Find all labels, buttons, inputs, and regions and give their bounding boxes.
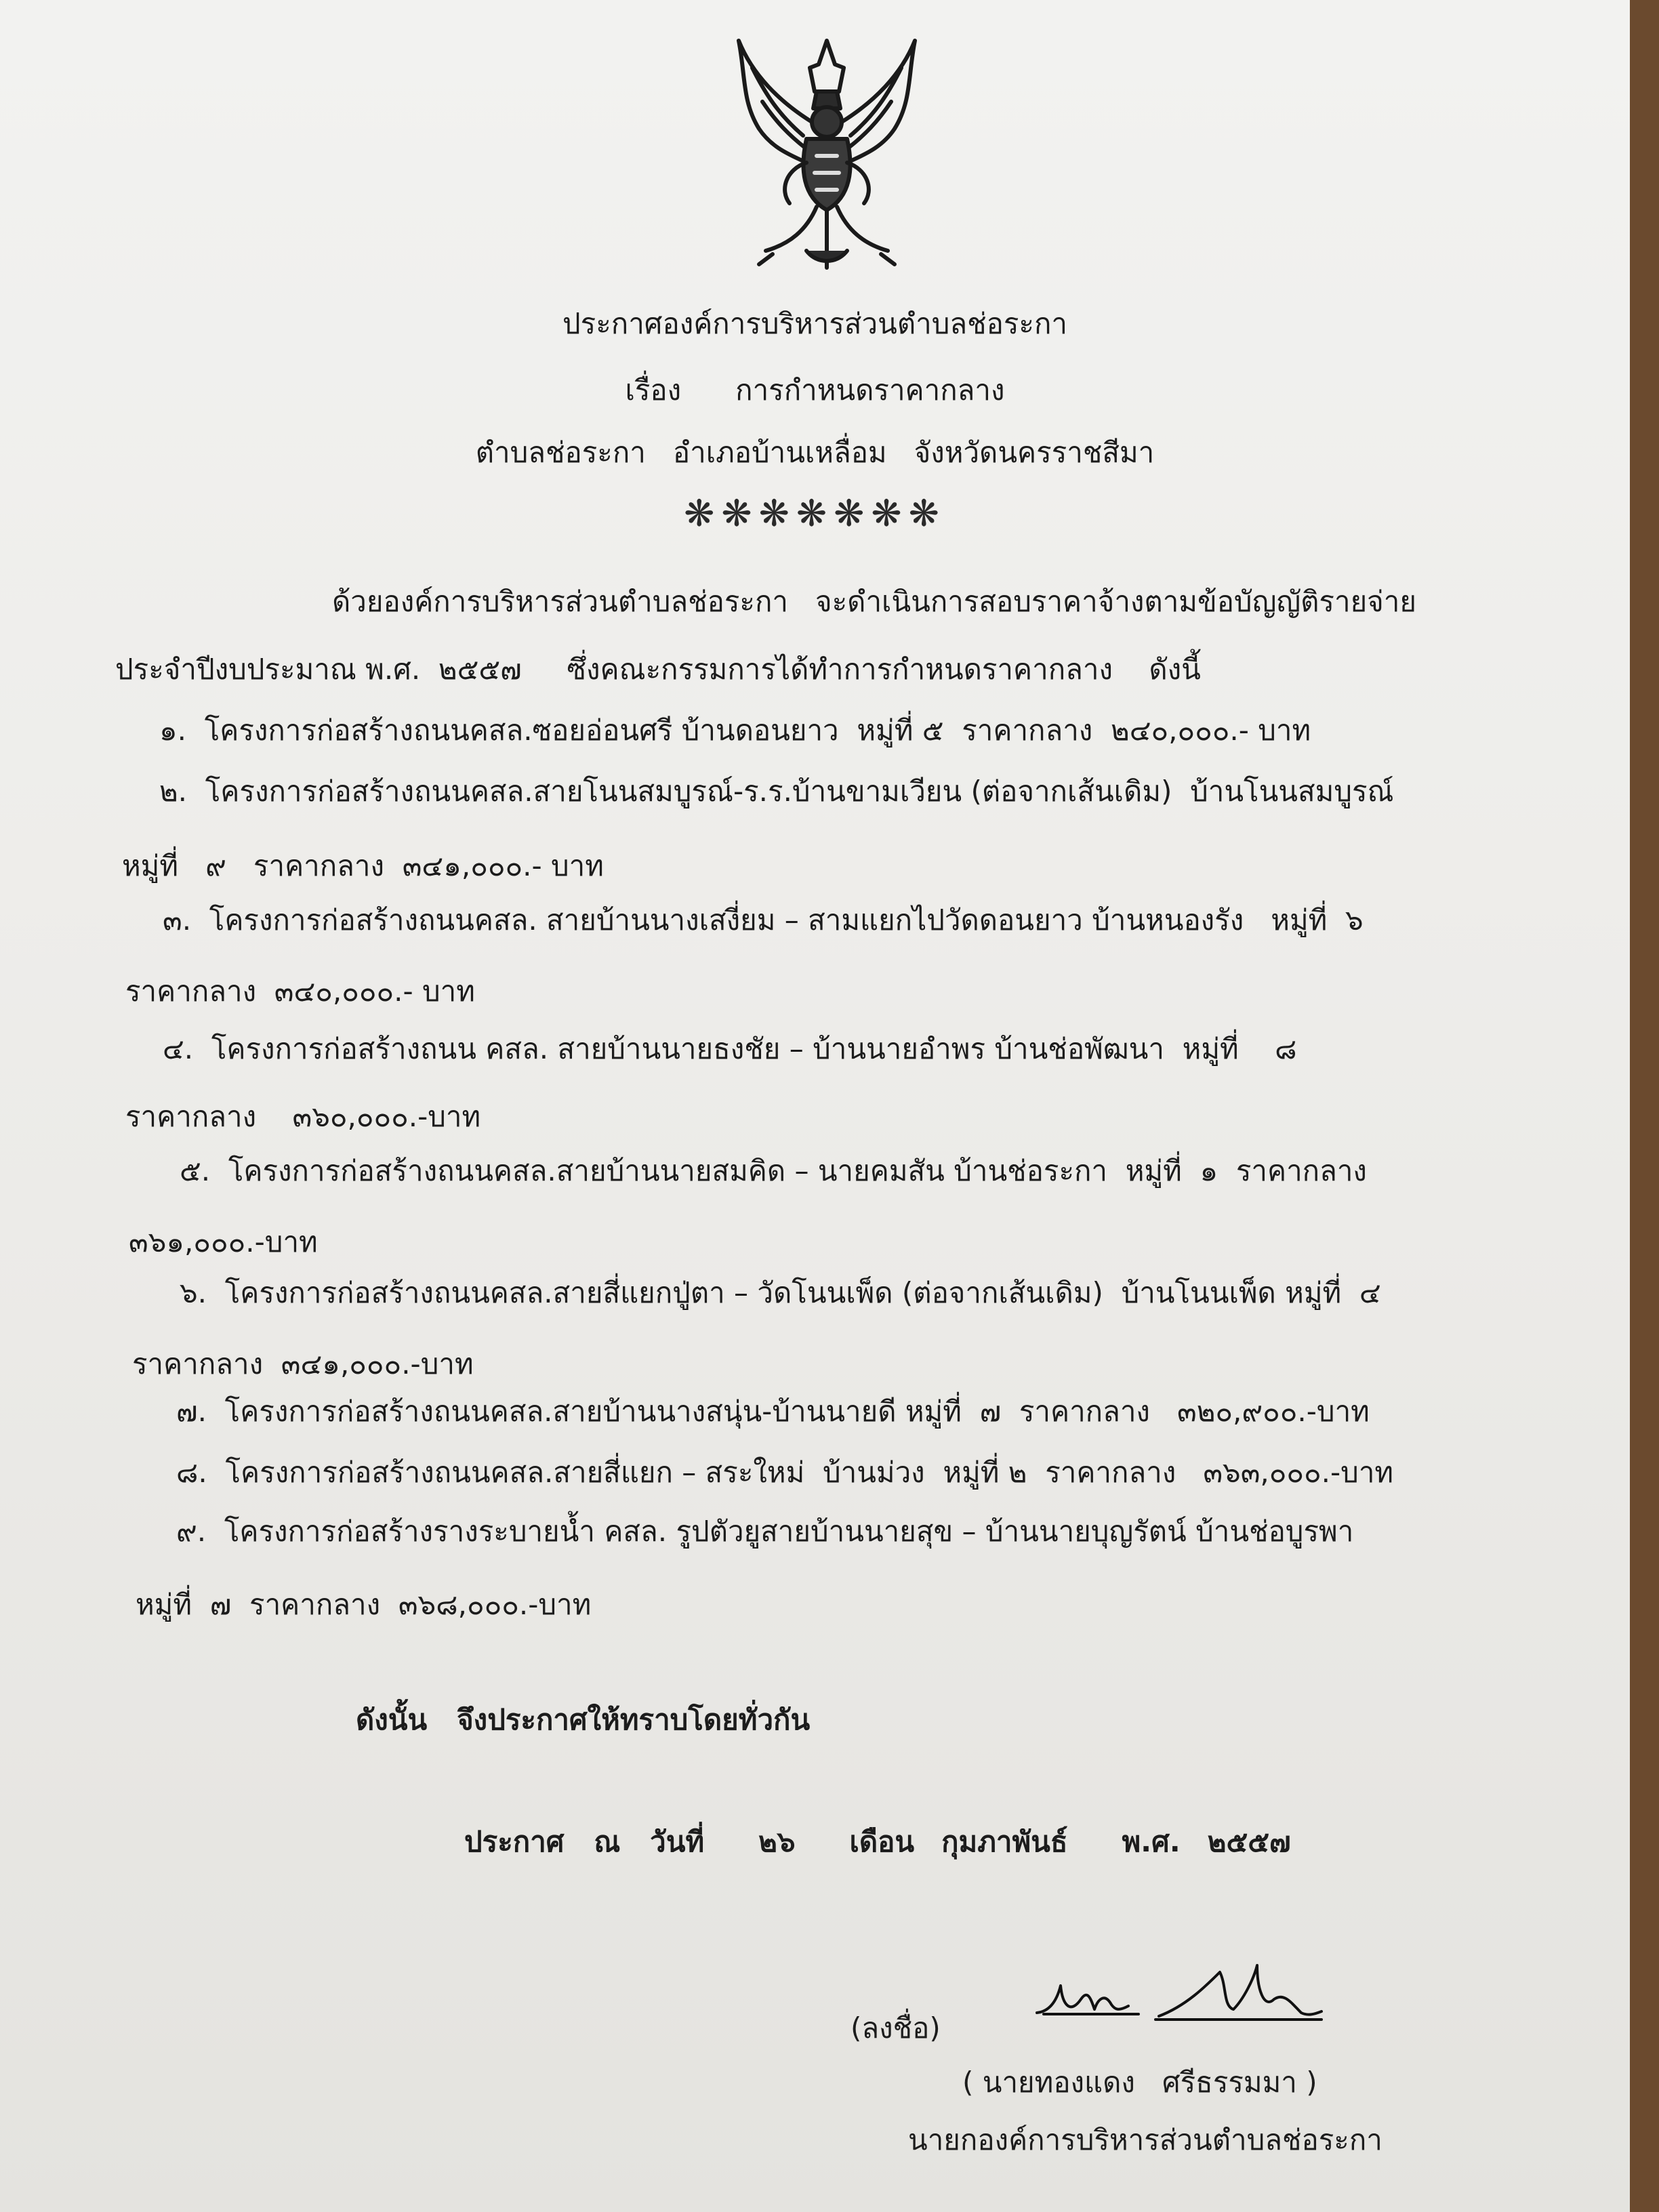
date-month: กุมภาพันธ์: [941, 1825, 1068, 1858]
date-day: ๒๖: [758, 1825, 796, 1858]
date-prefix: ประกาศ ณ วันที่: [464, 1825, 705, 1858]
item-4-line-1: ๔. โครงการก่อสร้างถนน คสล. สายบ้านนายธงชัย – บ้านนายอำพร บ้านช่อพัฒนา หมู่ที่ ๘: [163, 1032, 1297, 1065]
garuda-emblem-icon: [725, 27, 928, 285]
item-7-line-1: ๗. โครงการก่อสร้างถนนคสล.สายบ้านนางสนุ่น-บ้านนายดี หมู่ที่ ๗ ราคากลาง ๓๒๐,๙๐๐.-บาท: [176, 1395, 1370, 1428]
announce-date-line: [464, 1823, 1291, 1861]
item-2-line-1: ๒. โครงการก่อสร้างถนนคสล.สายโนนสมบูรณ์-ร.ร.บ้านขามเวียน (ต่อจากเส้นเดิม) บ้านโนนสมบูรณ์: [159, 775, 1394, 808]
item-3-line-1: ๓. โครงการก่อสร้างถนนคสล. สายบ้านนางเสงี่ยม – สามแยกไปวัดดอนยาว บ้านหนองรัง หมู่ที่ ๖: [163, 903, 1364, 937]
announce-line: ดังนั้น จึงประกาศให้ทราบโดยทั่วกัน: [356, 1703, 811, 1736]
signatory-position: นายกองค์การบริหารส่วนตำบลช่อระกา: [908, 2123, 1382, 2156]
subject-label: เรื่อง: [625, 373, 682, 407]
handwritten-signature-icon: [1030, 1952, 1328, 2033]
document-title: ประกาศองค์การบริหารส่วนตำบลช่อระกา: [562, 307, 1067, 340]
desk-edge: [1630, 0, 1659, 2212]
item-1-line-1: ๑. โครงการก่อสร้างถนนคสล.ซอยอ่อนศรี บ้านดอนยาว หมู่ที่ ๕ ราคากลาง ๒๔๐,๐๐๐.- บาท: [159, 714, 1311, 747]
item-9-line-1: ๙. โครงการก่อสร้างรางระบายน้ำ คสล. รูปตัวยูสายบ้านนายสุข – บ้านนายบุญรัตน์ บ้านช่อบูรพา: [176, 1515, 1354, 1548]
item-2-line-2: หมู่ที่ ๙ ราคากลาง ๓๔๑,๐๐๐.- บาท: [122, 849, 604, 882]
item-5-line-1: ๕. โครงการก่อสร้างถนนคสล.สายบ้านนายสมคิด – นายคมสัน บ้านช่อระกา หมู่ที่ ๑ ราคากลาง: [180, 1154, 1367, 1187]
ornament-stars: ❋❋❋❋❋❋❋: [684, 492, 946, 535]
sign-label: (ลงชื่อ): [851, 2011, 941, 2045]
subject-text: การกำหนดราคากลาง: [735, 373, 1005, 407]
item-9-line-2: หมู่ที่ ๗ ราคากลาง ๓๖๘,๐๐๐.-บาท: [136, 1588, 592, 1621]
intro-line-1: ด้วยองค์การบริหารส่วนตำบลช่อระกา จะดำเนินการสอบราคาจ้างตามข้อบัญญัติรายจ่าย: [332, 585, 1416, 618]
item-5-line-2: ๓๖๑,๐๐๐.-บาท: [129, 1225, 318, 1258]
item-3-line-2: ราคากลาง ๓๔๐,๐๐๐.- บาท: [125, 975, 475, 1008]
date-year-label: พ.ศ.: [1122, 1825, 1181, 1858]
signatory-name: ( นายทองแดง ศรีธรรมมา ): [962, 2066, 1317, 2099]
subject-line: [0, 371, 1630, 409]
item-6-line-1: ๖. โครงการก่อสร้างถนนคสล.สายสี่แยกปู่ตา – วัดโนนเพ็ด (ต่อจากเส้นเดิม) บ้านโนนเพ็ด หมู่ที่ ๔: [180, 1276, 1381, 1309]
intro-line-2: ประจำปีงบประมาณ พ.ศ. ๒๕๕๗ ซึ่งคณะกรรมการได้ทำการกำหนดราคากลาง ดังนี้: [115, 653, 1201, 686]
location-line: ตำบลช่อระกา อำเภอบ้านเหลื่อม จังหวัดนครราชสีมา: [475, 436, 1155, 469]
date-year: ๒๕๕๗: [1207, 1825, 1291, 1858]
date-month-label: เดือน: [849, 1825, 915, 1858]
item-4-line-2: ราคากลาง ๓๖๐,๐๐๐.-บาท: [125, 1100, 481, 1133]
item-6-line-2: ราคากลาง ๓๔๑,๐๐๐.-บาท: [132, 1347, 474, 1380]
item-8-line-1: ๘. โครงการก่อสร้างถนนคสล.สายสี่แยก – สระใหม่ บ้านม่วง หมู่ที่ ๒ ราคากลาง ๓๖๓,๐๐๐.-บาท: [176, 1456, 1394, 1489]
